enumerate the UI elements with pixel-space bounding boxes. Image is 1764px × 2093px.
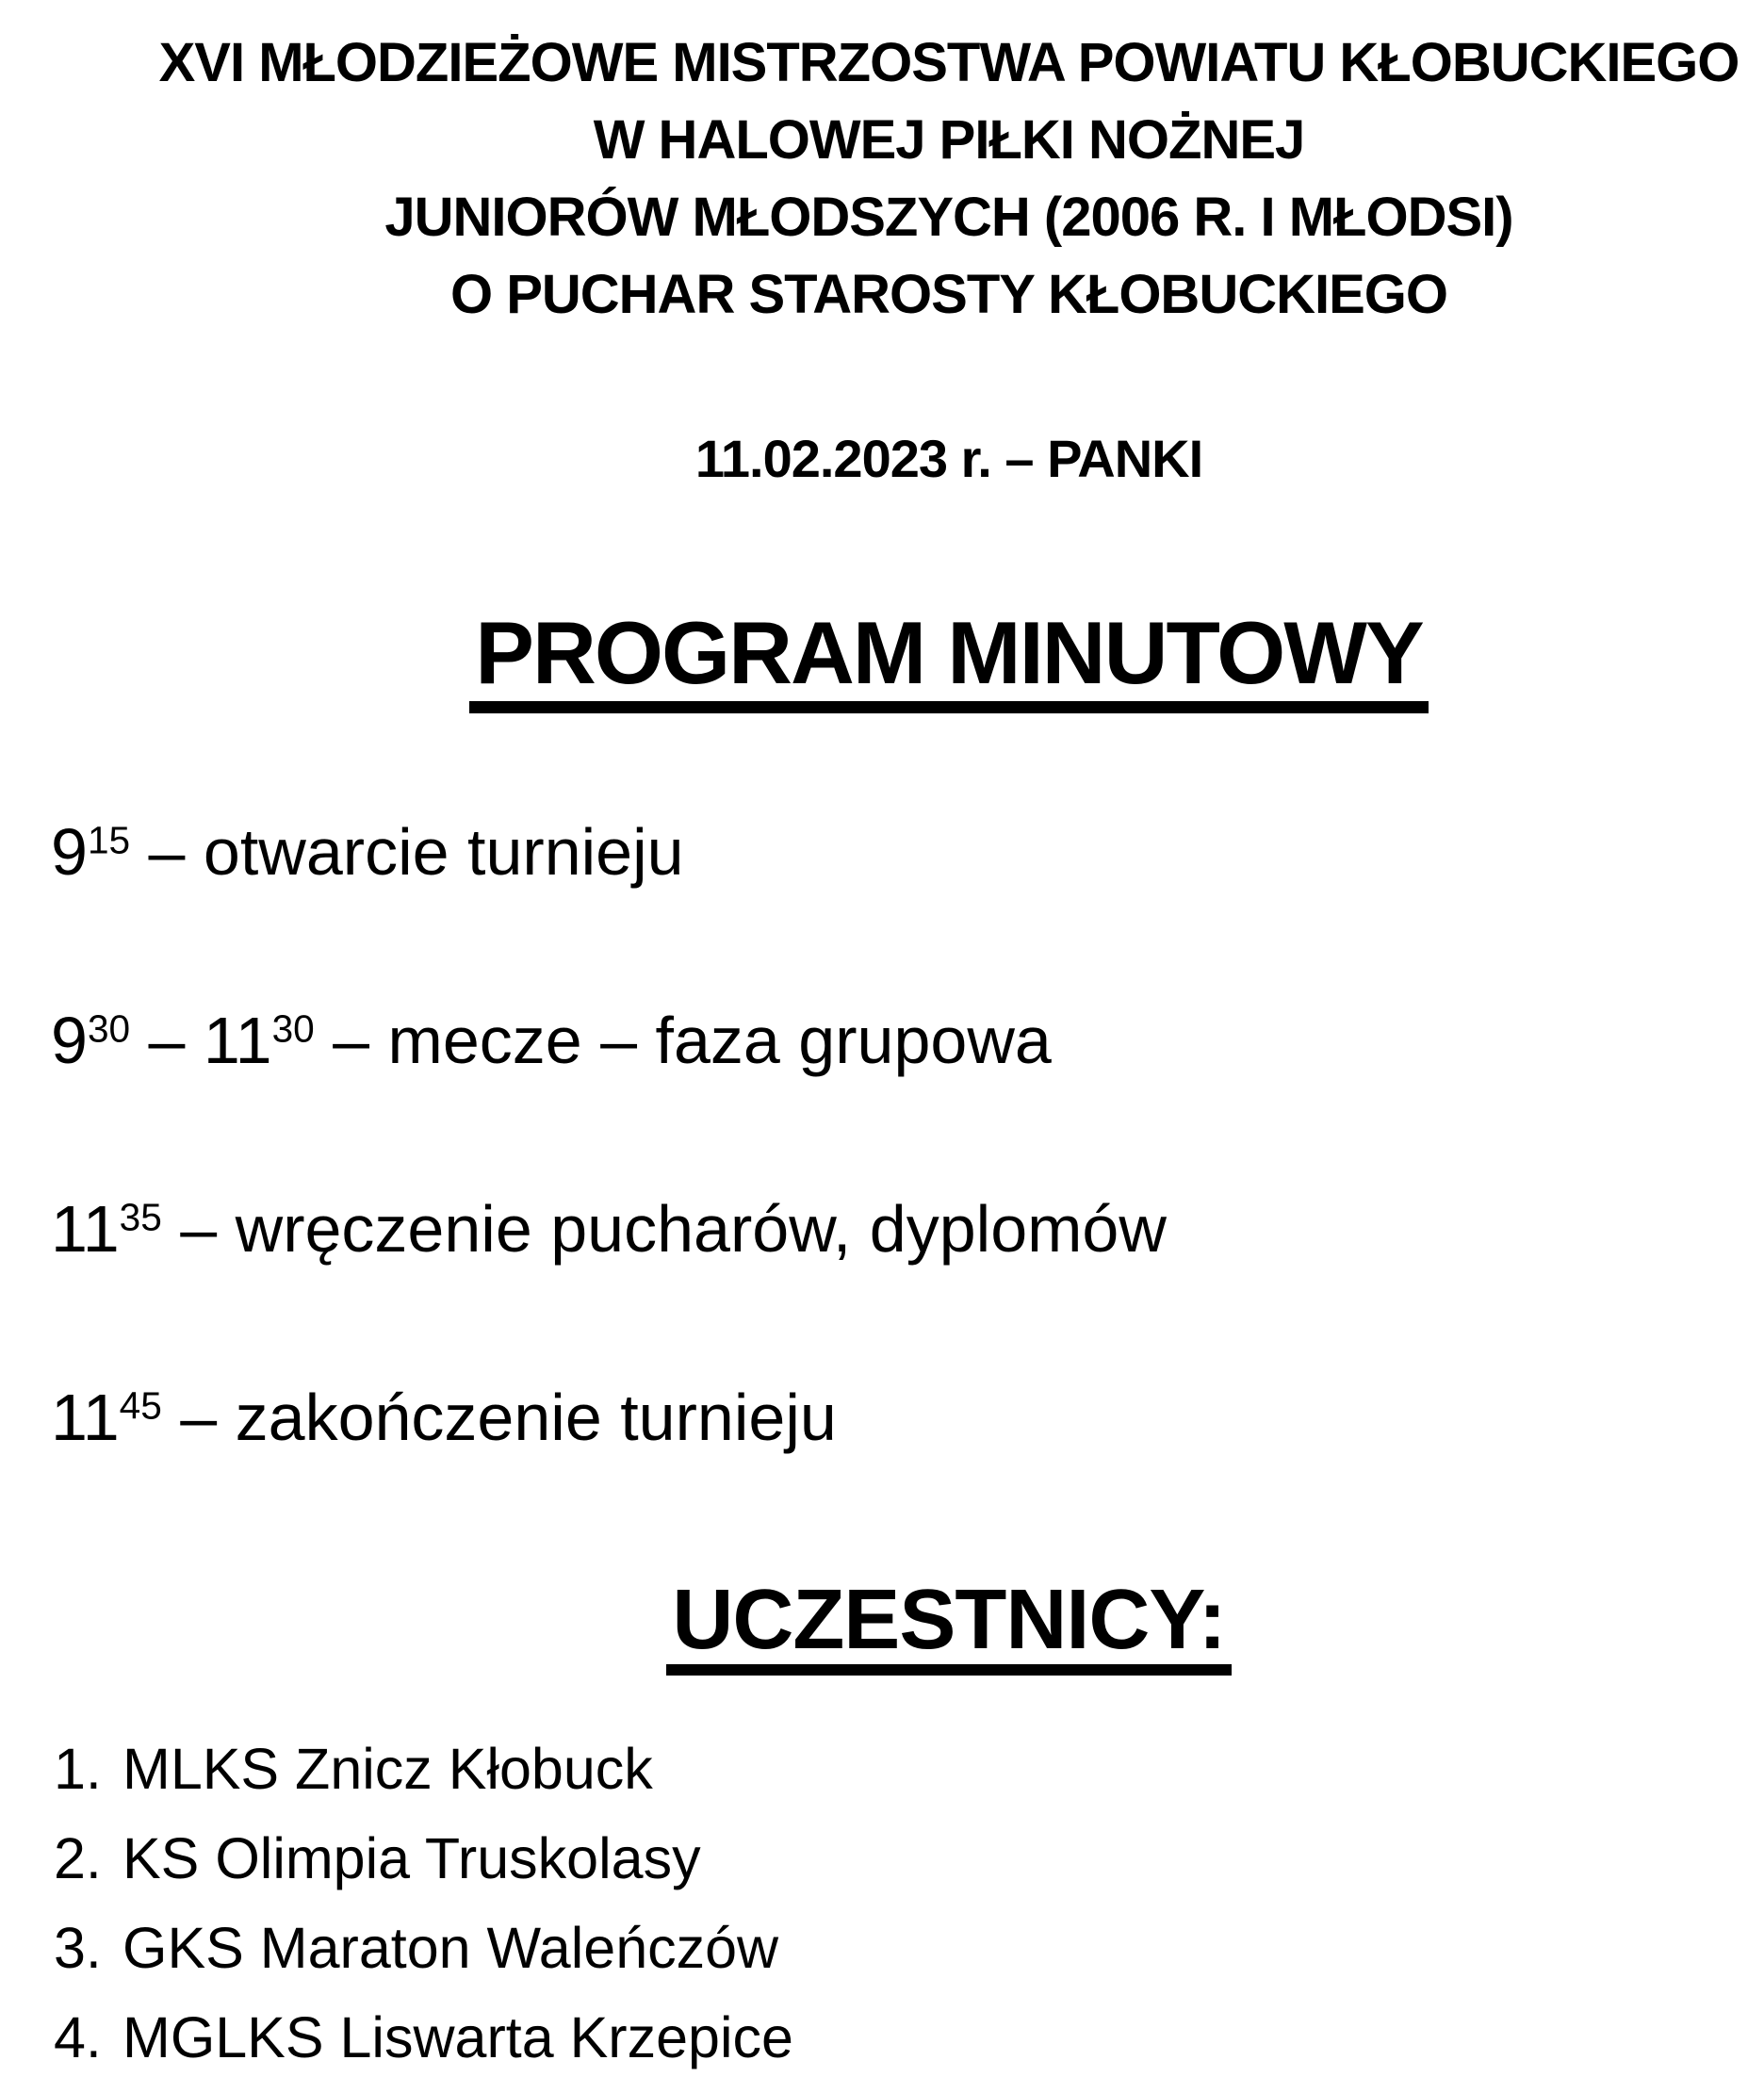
participant-row (54, 1814, 1764, 1904)
participant-number: 3. (54, 1916, 102, 1980)
participant-row (54, 1904, 1764, 1993)
time-superscript: 35 (119, 1195, 162, 1239)
schedule-text: 9 (51, 1004, 88, 1077)
schedule-item (51, 812, 1764, 891)
participant-name: MLKS Znicz Kłobuck (122, 1737, 653, 1801)
time-superscript: 45 (119, 1383, 162, 1428)
participant-row (54, 1725, 1764, 1814)
time-superscript: 15 (87, 818, 131, 862)
participant-name: MGLKS Liswarta Krzepice (122, 2005, 793, 2069)
participant-number: 4. (54, 2005, 102, 2069)
schedule-text: 9 (51, 815, 88, 889)
participants-title-row (134, 1573, 1764, 1676)
participant-name: KS Olimpia Truskolasy (122, 1826, 701, 1890)
schedule-text: – 11 (130, 1004, 272, 1077)
participants-list (54, 1725, 1764, 2083)
time-superscript: 30 (271, 1006, 315, 1051)
schedule-item (51, 1378, 1764, 1457)
schedule-text: 11 (51, 1192, 120, 1266)
schedule-item (51, 1189, 1764, 1268)
header-line: JUNIORÓW MŁODSZYCH (2006 R. I MŁODSI) (384, 187, 1513, 248)
program-schedule (51, 812, 1764, 1457)
schedule-item (51, 1001, 1764, 1080)
participant-row (54, 1993, 1764, 2083)
header-line: O PUCHAR STAROSTY KŁOBUCKIEGO (449, 264, 1448, 325)
event-date-line: 11.02.2023 r. – PANKI (694, 429, 1203, 488)
time-superscript: 30 (87, 1006, 131, 1051)
participant-name: GKS Maraton Waleńczów (122, 1916, 779, 1980)
schedule-text: – zakończenie turnieju (161, 1381, 837, 1454)
participants-title: UCZESTNICY: (666, 1578, 1231, 1676)
schedule-text: – mecze – faza grupowa (314, 1004, 1052, 1077)
participant-number: 1. (54, 1737, 102, 1801)
program-title-row (134, 603, 1764, 713)
header-line: XVI MŁODZIEŻOWE MISTRZOSTWA POWIATU KŁOBUCKIEGO (158, 32, 1740, 93)
participant-number: 2. (54, 1826, 102, 1890)
schedule-text: – otwarcie turnieju (130, 815, 684, 889)
schedule-text: 11 (51, 1381, 120, 1454)
document-header (134, 0, 1764, 334)
header-line: W HALOWEJ PIŁKI NOŻNEJ (593, 109, 1305, 171)
program-title: PROGRAM MINUTOWY (469, 609, 1428, 713)
schedule-text: – wręczenie pucharów, dyplomów (161, 1192, 1167, 1266)
